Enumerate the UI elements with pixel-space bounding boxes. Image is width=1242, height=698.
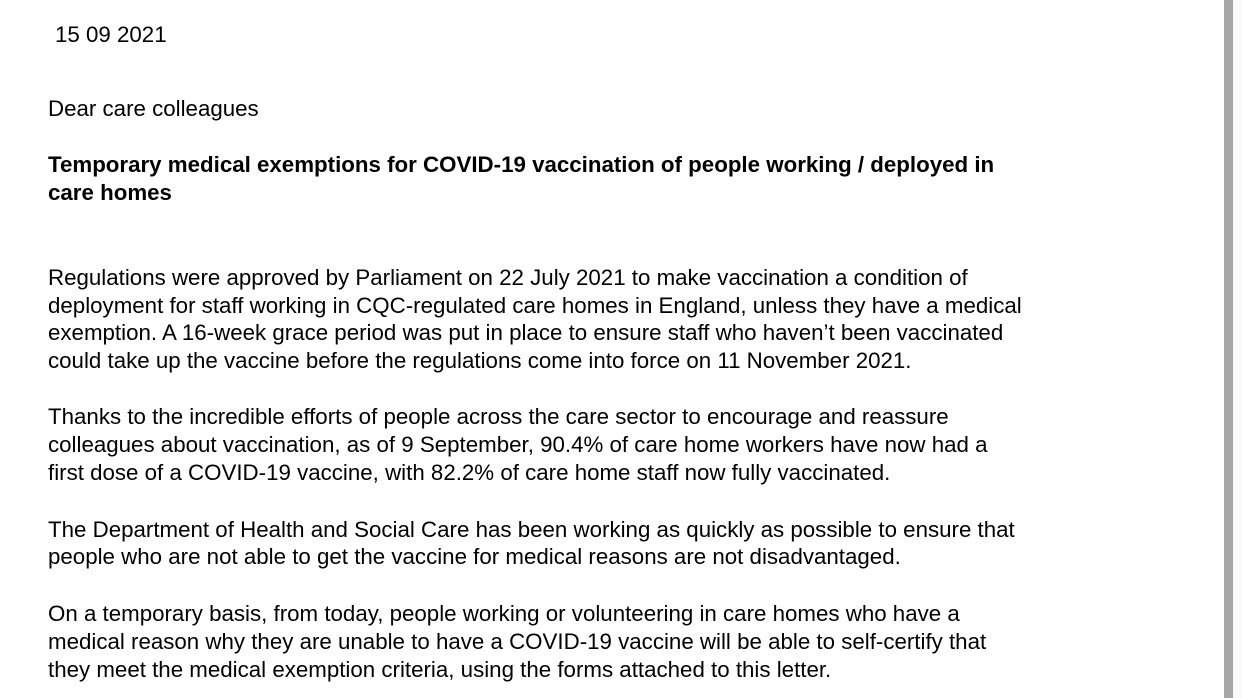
paragraph-line: On a temporary basis, from today, people working or volunteering in care homes who have a [48,601,960,626]
paragraph-line: colleagues about vaccination, as of 9 September, 90.4% of care home workers have now had a [48,432,988,457]
paragraph-line: could take up the vaccine before the regulations come into force on 11 November 2021. [48,348,912,373]
heading-line: Temporary medical exemptions for COVID-19 vaccination of people working / deployed in [48,152,995,177]
salutation: Dear care colleagues [48,96,259,121]
vertical-scrollbar[interactable] [1224,0,1233,698]
paragraph-line: they meet the medical exemption criteria, using the forms attached to this letter. [48,657,832,682]
paragraph-line: people who are not able to get the vaccine for medical reasons are not disadvantaged. [48,544,901,569]
paragraph-line: medical reason why they are unable to have a COVID-19 vaccine will be able to self-certify that [48,629,987,654]
paragraph-line: deployment for staff working in CQC-regulated care homes in England, unless they have a medical [48,293,1022,318]
paragraph-line: The Department of Health and Social Care has been working as quickly as possible to ensure that [48,517,1015,542]
paragraph-line: first dose of a COVID-19 vaccine, with 82.2% of care home staff now fully vaccinated. [48,460,891,485]
heading-line: care homes [48,180,172,205]
paragraph-line: Thanks to the incredible efforts of people across the care sector to encourage and reassure [48,404,949,429]
page-edge [1233,0,1242,698]
paragraph-line: exemption. A 16-week grace period was put in place to ensure staff who haven’t been vaccinated [48,320,1004,345]
paragraph-line: Regulations were approved by Parliament on 22 July 2021 to make vaccination a condition of [48,265,968,290]
letter-date: 15 09 2021 [55,22,167,47]
